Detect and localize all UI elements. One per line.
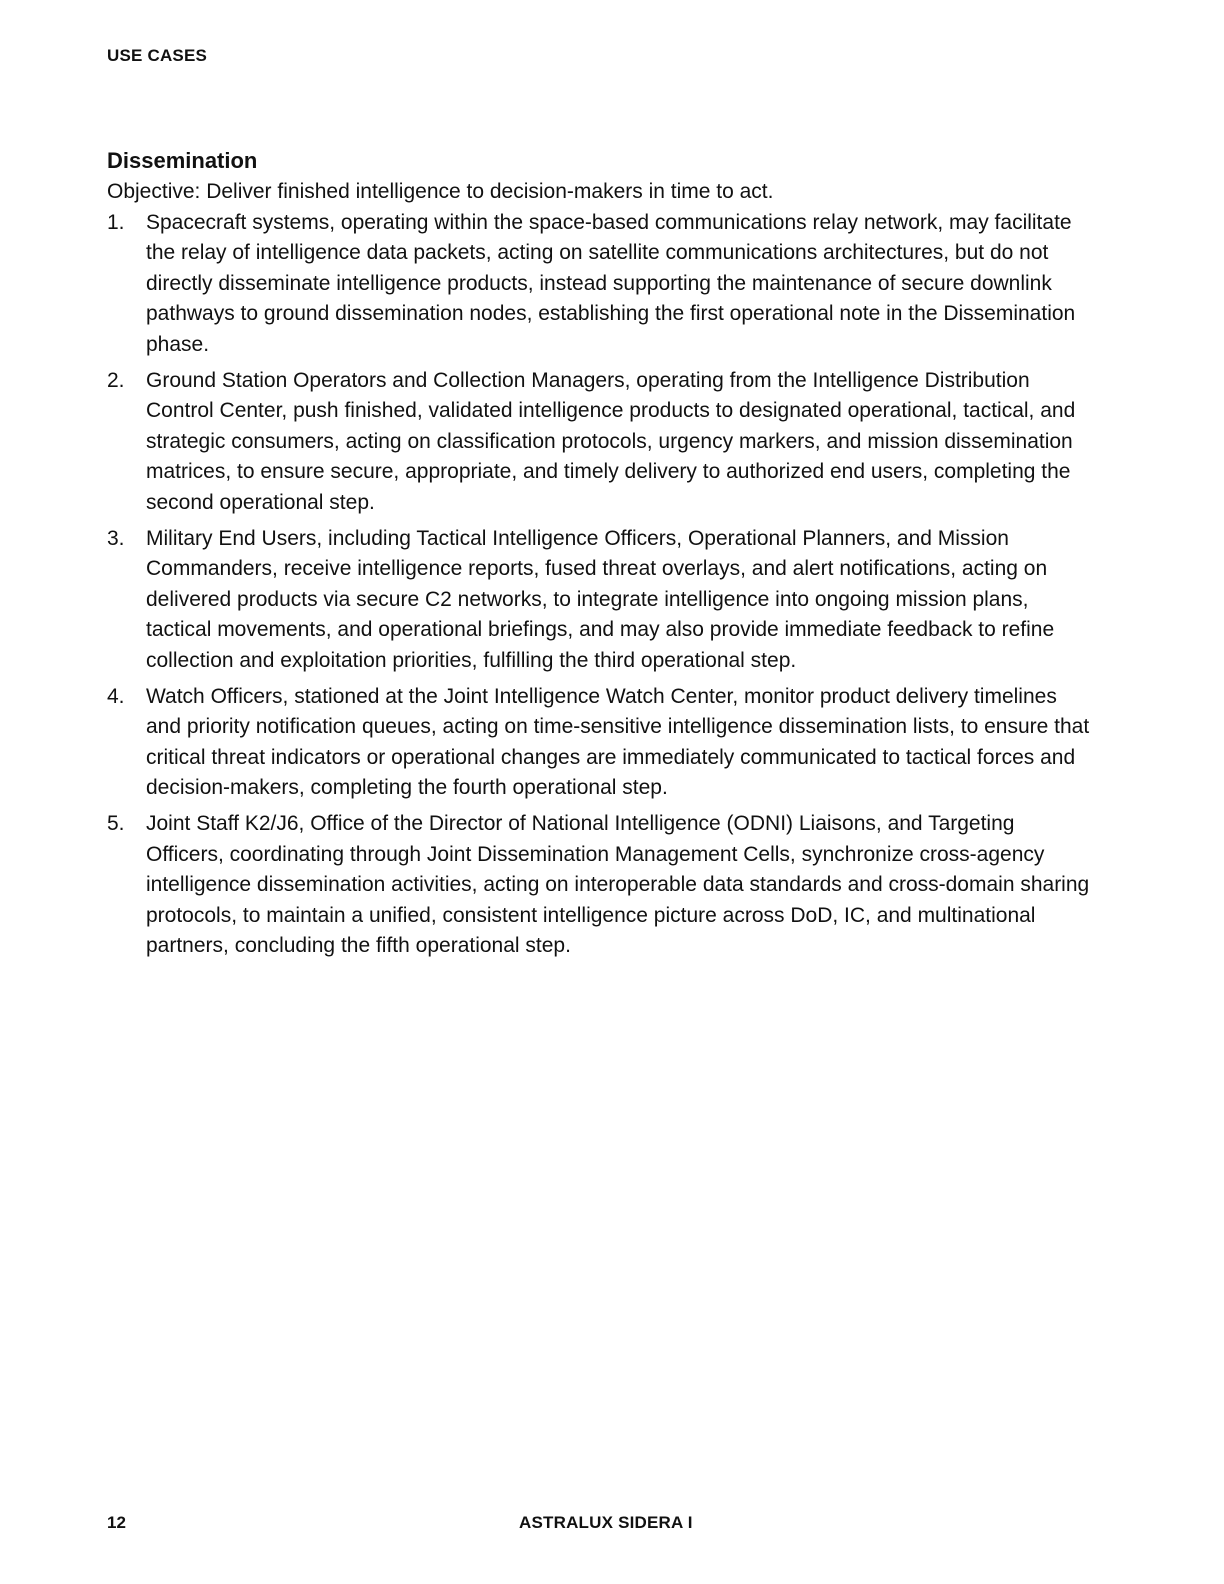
step-list [107,208,1097,962]
step-number: 3. [107,526,125,550]
step-text: Spacecraft systems, operating within the space-based communications relay network, may facilitate the relay of intelligence data packets, acting on satellite communications architectures, but do not directly disseminate intelligence products, instead supporting the maintenance of secure downlink pathways to ground dissemination nodes, establishing the first operational note in the Dissemination phase. [146,210,1076,356]
step-number: 2. [107,368,125,392]
footer-document-title: ASTRALUX SIDERA I [519,1513,693,1532]
list-item [107,208,1097,361]
main-content [107,147,1097,967]
section-title: Dissemination [107,148,258,173]
list-item [107,366,1097,519]
list-item [107,524,1097,677]
step-text: Watch Officers, stationed at the Joint Intelligence Watch Center, monitor product delivery timelines and priority notification queues, acting on time-sensitive intelligence dissemination lists, to ensure that critical threat indicators or operational changes are immediately communicated to tactical forces and decision-makers, completing the fourth operational step. [146,684,1090,799]
running-header: USE CASES [107,46,208,65]
page-number: 12 [107,1513,126,1532]
list-item [107,682,1097,804]
step-number: 4. [107,684,125,708]
step-text: Ground Station Operators and Collection Managers, operating from the Intelligence Distribution Control Center, push finished, validated intelligence products to designated operational, tactical, and strategic consumers, acting on classification protocols, urgency markers, and mission dissemination matrices, to ensure secure, appropriate, and timely delivery to authorized end users, completing the second operational step. [146,368,1076,514]
step-text: Joint Staff K2/J6, Office of the Director of National Intelligence (ODNI) Liaisons, and Targeting Officers, coordinating through Joint Dissemination Management Cells, synchronize cross-agency intelligence dissemination activities, acting on interoperable data standards and cross-domain sharing protocols, to maintain a unified, consistent intelligence picture across DoD, IC, and multinational partners, concluding the fifth operational step. [146,812,1090,957]
step-number: 5. [107,812,125,835]
objective-text: Objective: Deliver finished intelligence to decision-makers in time to act. [107,180,774,203]
list-item [107,809,1097,962]
step-number: 1. [107,210,125,234]
step-text: Military End Users, including Tactical Intelligence Officers, Operational Planners, and Mission Commanders, receive intelligence reports, fused threat overlays, and alert notifications, acting on delivered products via secure C2 networks, to integrate intelligence into ongoing mission plans, tactical movements, and operational briefings, and may also provide immediate feedback to refine collection and exploitation priorities, fulfilling the third operational step. [146,526,1055,672]
